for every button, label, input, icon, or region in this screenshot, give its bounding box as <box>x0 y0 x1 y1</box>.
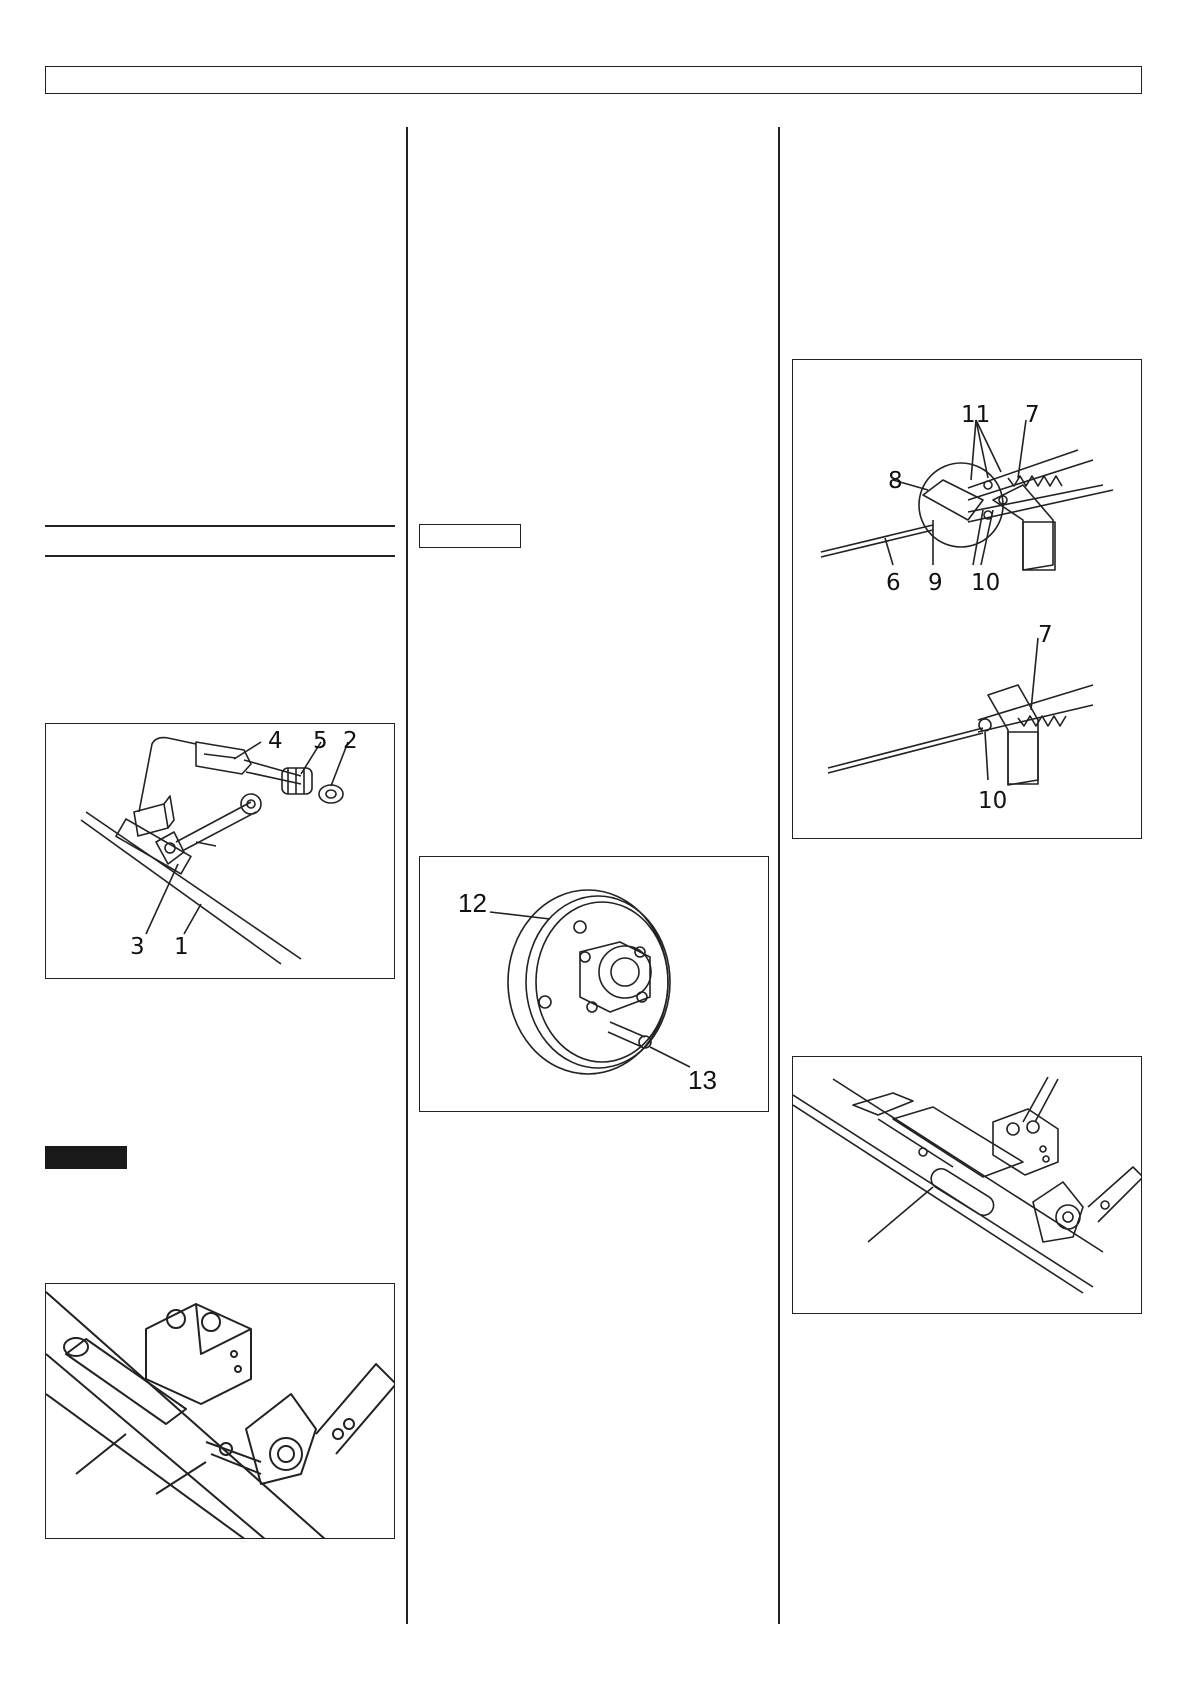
pivot-drawing <box>46 1284 395 1539</box>
callout-3: 3 <box>130 934 145 960</box>
callout-13: 13 <box>688 1065 717 1095</box>
routing-drawing <box>793 1057 1142 1314</box>
callout-4: 4 <box>268 728 283 754</box>
callout-7-lower: 7 <box>1038 622 1053 648</box>
section-rule-top <box>45 525 395 527</box>
callout-10-lower: 10 <box>978 788 1008 814</box>
figure-brake-drum <box>419 856 769 1112</box>
note-label-box <box>419 524 521 548</box>
header-bar <box>45 66 1142 94</box>
drawbar-drawing <box>46 724 395 979</box>
callout-9: 9 <box>928 570 943 596</box>
equalizer-drawing <box>793 360 1142 839</box>
callout-7-upper: 7 <box>1025 402 1040 428</box>
figure-pivot-closeup <box>45 1283 395 1539</box>
callout-2: 2 <box>343 728 358 754</box>
callout-5: 5 <box>313 728 328 754</box>
figure-cable-equalizer <box>792 359 1142 839</box>
figure-cable-routing <box>792 1056 1142 1314</box>
callout-6: 6 <box>886 570 901 596</box>
column-divider-right <box>778 127 780 1624</box>
figure-drawbar <box>45 723 395 979</box>
section-rule-bottom <box>45 555 395 557</box>
warning-label <box>45 1146 127 1169</box>
brake-drum-drawing <box>420 857 769 1112</box>
callout-1: 1 <box>174 934 189 960</box>
callout-10-upper: 10 <box>971 570 1001 596</box>
callout-8: 8 <box>888 468 903 494</box>
callout-12: 12 <box>458 888 487 918</box>
callout-11: 11 <box>961 402 991 428</box>
column-divider-left <box>406 127 408 1624</box>
